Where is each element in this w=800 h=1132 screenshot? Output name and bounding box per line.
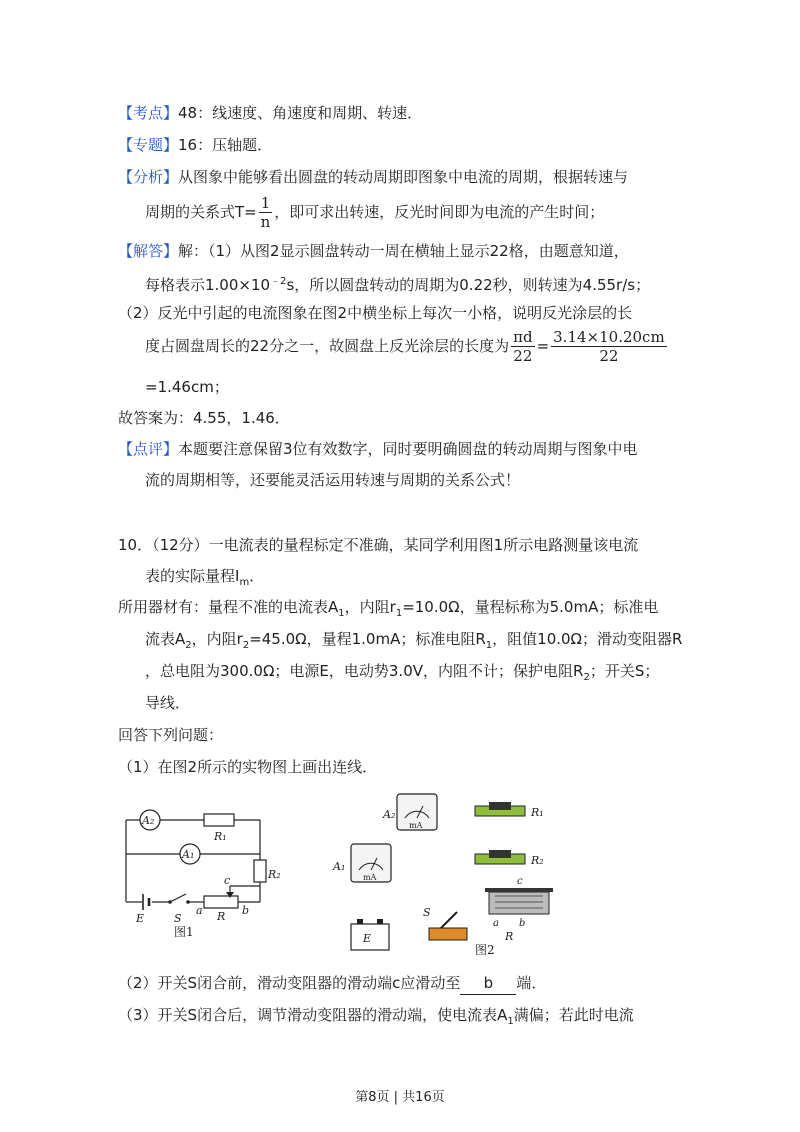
answer-blank: b bbox=[460, 972, 516, 995]
svg-text:A₁: A₁ bbox=[182, 848, 195, 861]
line-jieda-5: =1.46cm； bbox=[145, 378, 229, 396]
svg-text:图1: 图1 bbox=[174, 925, 194, 939]
equipment-line-1: 所用器材有：量程不准的电流表$A_1$，内阻$r_1=10.0\Omega$，量程标称为5.0mA；标准电 bbox=[118, 598, 659, 619]
line-zhuanti: 【专题】16：压轴题． bbox=[118, 136, 273, 154]
equipment-line-2: 流表$A_2$，内阻$r_2=45.0\Omega$，量程1.0mA；标准电阻$R_1$，阻值10.0Ω；滑动变阻器R bbox=[145, 630, 683, 651]
page-footer: 第8页 | 共16页 bbox=[355, 1090, 445, 1105]
svg-text:mA: mA bbox=[363, 873, 377, 882]
fraction-length: $\frac{3.14\times 10.20cm}{22}$ bbox=[553, 328, 665, 365]
question-10-line2: 表的实际量程$I_m$． bbox=[145, 567, 265, 588]
tag-kaodian: 【考点】 bbox=[118, 104, 179, 122]
resistor-r2 bbox=[475, 850, 525, 864]
tag-dianping: 【点评】 bbox=[118, 440, 179, 458]
line-jieda-4: 度占圆盘周长的22分之一，故圆盘上反光涂层的长度为 $\frac{\pi d}{22}$ = $\frac{3.14\times 10.20cm}{22}$ bbox=[145, 328, 665, 365]
svg-text:R₂: R₂ bbox=[531, 854, 544, 867]
svg-text:R: R bbox=[505, 930, 514, 943]
part-2: （2）开关S闭合前，滑动变阻器的滑动端c应滑动至 b 端． bbox=[118, 972, 546, 995]
svg-text:c: c bbox=[224, 874, 231, 887]
meter-a1 bbox=[351, 844, 391, 882]
svg-text:A₂: A₂ bbox=[383, 808, 396, 821]
line-dianping-2: 流的周期相等，还要能灵活运用转速与周期的关系公式！ bbox=[145, 471, 521, 489]
line-formula-period: 周期的关系式T= $\frac{1}{n}$ ，即可求出转速，反光时间即为电流的产生时间； bbox=[145, 194, 605, 231]
tag-zhuanti: 【专题】 bbox=[118, 136, 179, 154]
line-jieda: 【解答】解：（1）从图2显示圆盘转动一周在横轴上显示22格，由题意知道， bbox=[118, 242, 629, 260]
line-answer: 故答案为：4.55，1.46． bbox=[118, 409, 290, 427]
svg-text:R₁: R₁ bbox=[531, 806, 544, 819]
switch-s bbox=[423, 906, 467, 940]
figure-1-circuit bbox=[118, 790, 281, 940]
resistor-r1 bbox=[475, 802, 525, 816]
svg-text:R₂: R₂ bbox=[268, 868, 281, 881]
line-kaodian: 【考点】48：线速度、角速度和周期、转速． bbox=[118, 104, 423, 122]
meter-a2 bbox=[397, 794, 437, 830]
svg-text:b: b bbox=[519, 918, 526, 929]
tag-fenxi: 【分析】 bbox=[118, 168, 179, 186]
battery-e bbox=[351, 919, 389, 950]
equipment-line-4: 导线． bbox=[145, 694, 191, 712]
figure-2-apparatus bbox=[325, 788, 565, 958]
line-jieda-2: 每格表示$1.00\times 10^{﹣2}s$，所以圆盘转动的周期为0.22秒，则转速为4.55r/s； bbox=[145, 276, 651, 294]
equipment-line-3: ，总电阻为300.0Ω；电源E，电动势3.0V，内阻不计；保护电阻$R_2$；开关S； bbox=[145, 662, 660, 683]
line-dianping: 【点评】本题要注意保留3位有效数字，同时要明确圆盘的转动周期与图象中电 bbox=[118, 440, 638, 458]
fraction-pi-d: $\frac{\pi d}{22}$ bbox=[513, 328, 533, 365]
fraction-1-over-n: $\frac{1}{n}$ bbox=[260, 194, 271, 231]
svg-text:A₁: A₁ bbox=[333, 860, 346, 873]
svg-text:E: E bbox=[136, 912, 145, 925]
svg-text:R: R bbox=[217, 910, 226, 923]
line-fenxi: 【分析】从图象中能够看出圆盘的转动周期即图象中电流的周期，根据转速与 bbox=[118, 168, 629, 186]
rheostat-r bbox=[485, 888, 553, 914]
svg-text:a: a bbox=[493, 918, 499, 929]
svg-text:R₁: R₁ bbox=[214, 830, 227, 843]
svg-text:S: S bbox=[423, 906, 431, 919]
part-1: （1）在图2所示的实物图上画出连线． bbox=[118, 758, 378, 776]
line-jieda-3: （2）反光中引起的电流图象在图2中横坐标上每次一小格，说明反光涂层的长 bbox=[118, 304, 633, 322]
part-3: （3）开关S闭合后，调节滑动变阻器的滑动端，使电流表$A_1$满偏；若此时电流 bbox=[118, 1006, 634, 1027]
svg-text:图2: 图2 bbox=[475, 943, 495, 957]
answer-heading: 回答下列问题： bbox=[118, 726, 224, 744]
svg-text:a: a bbox=[196, 904, 203, 917]
svg-text:c: c bbox=[517, 876, 523, 887]
svg-text:mA: mA bbox=[409, 821, 423, 830]
tag-jieda: 【解答】 bbox=[118, 242, 179, 260]
svg-text:E: E bbox=[363, 932, 372, 945]
svg-text:A₂: A₂ bbox=[142, 814, 155, 827]
svg-text:b: b bbox=[242, 904, 250, 917]
question-10-head: 10．（12分）一电流表的量程标定不准确，某同学利用图1所示电路测量该电流 bbox=[118, 536, 639, 554]
svg-text:S: S bbox=[174, 912, 182, 925]
